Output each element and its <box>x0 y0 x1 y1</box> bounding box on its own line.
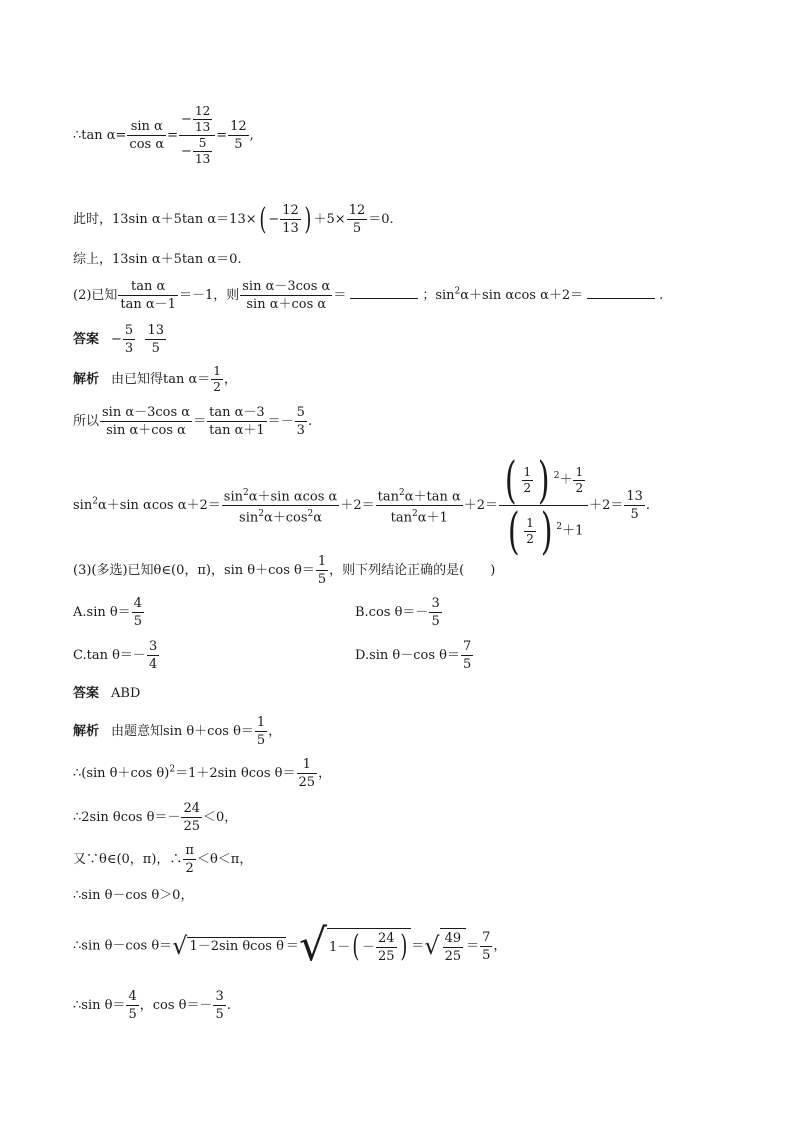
sign: − <box>181 144 192 159</box>
numerator: 5 <box>193 136 212 152</box>
text: 此时，13sin α＋5tan α＝13× <box>73 212 257 227</box>
text: . <box>307 414 313 429</box>
superscript: 2 <box>258 509 264 519</box>
superscript: 2 <box>243 487 249 498</box>
text: ＝1＋2sin θcos θ＝ <box>175 766 296 781</box>
fraction <box>573 465 585 496</box>
numerator: 3 <box>148 639 158 654</box>
fraction <box>480 929 492 964</box>
option-label: B.cos θ＝－ <box>355 605 429 620</box>
numerator: 24 <box>183 801 200 816</box>
square-root <box>172 934 286 958</box>
option-label: D.sin θ－cos θ＝ <box>355 648 460 663</box>
text: α＋cos <box>263 510 308 526</box>
line-summary <box>73 252 242 268</box>
numerator: 3 <box>431 596 440 611</box>
text: ，cos θ＝－ <box>139 998 213 1013</box>
fraction <box>376 930 397 965</box>
radicand <box>440 928 467 965</box>
text: ＝ <box>285 938 299 954</box>
superscript: 2 <box>553 471 560 482</box>
line-long-expression <box>73 451 651 560</box>
denominator: tan α－1 <box>120 297 176 312</box>
fraction <box>461 638 473 673</box>
text: = <box>167 128 179 143</box>
sign: − <box>111 332 122 347</box>
text: (2)已知 <box>73 288 118 303</box>
fraction <box>127 118 166 153</box>
denominator <box>179 136 215 167</box>
text: sin <box>73 498 93 513</box>
text: ＝－ <box>267 414 294 429</box>
superscript: 2 <box>411 509 418 519</box>
numerator: 1 <box>213 364 221 378</box>
numerator: 12 <box>348 203 366 218</box>
fraction <box>522 465 534 496</box>
denominator: sin α＋cos α <box>246 297 327 312</box>
numerator: 7 <box>482 929 491 945</box>
step-6 <box>73 988 231 1023</box>
step-2 <box>73 800 237 835</box>
text: , <box>249 128 254 143</box>
superscript: 2 <box>92 496 98 507</box>
text: ＝－1，则 <box>178 288 240 303</box>
fraction <box>228 118 249 153</box>
denominator: 13 <box>282 221 299 236</box>
denominator: 13 <box>194 152 211 166</box>
fraction <box>213 988 225 1023</box>
denominator: 2 <box>185 861 194 876</box>
numerator: tan α－3 <box>209 405 265 420</box>
text: ＋2＝ <box>463 498 499 513</box>
fraction <box>118 278 178 313</box>
step-4 <box>73 888 193 904</box>
complex-fraction <box>499 451 588 560</box>
radical-sign: √ <box>424 932 440 960</box>
radical-sign: √ <box>298 920 327 971</box>
numerator: 1 <box>256 715 266 730</box>
text: tan <box>377 489 399 504</box>
option-a[interactable] <box>73 595 145 630</box>
fraction <box>524 516 536 547</box>
fraction <box>126 988 138 1023</box>
radical-sign: √ <box>172 932 188 960</box>
numerator: 12 <box>282 203 299 218</box>
numerator: 4 <box>128 989 137 1004</box>
denominator: 2 <box>523 480 532 495</box>
text: ， <box>268 724 282 739</box>
numerator: 13 <box>626 489 643 504</box>
denominator: 25 <box>183 819 200 834</box>
right-paren: ) <box>538 451 550 509</box>
question-3 <box>73 553 495 588</box>
sign: − <box>268 212 280 227</box>
text: α＋sin αcos α＋2＝ <box>460 288 584 303</box>
numerator <box>222 485 340 506</box>
fraction <box>316 553 328 588</box>
text: ，则下列结论正确的是( ) <box>329 563 496 578</box>
fraction <box>347 202 368 237</box>
numerator: 3 <box>215 989 224 1004</box>
denominator: 25 <box>298 775 316 790</box>
denominator <box>222 506 340 526</box>
denominator: 25 <box>378 948 395 964</box>
numerator: 1 <box>575 464 584 479</box>
answer-2 <box>73 322 167 357</box>
denominator <box>376 506 463 526</box>
denominator: 4 <box>148 657 158 672</box>
text: ＝ <box>193 414 207 429</box>
analysis-2 <box>73 364 237 395</box>
answer-3 <box>73 686 140 702</box>
text: = <box>216 128 228 143</box>
step-1 <box>73 756 331 791</box>
denominator: 5 <box>317 572 327 587</box>
text: 综上，13sin α＋5tan α＝0. <box>73 252 242 267</box>
numerator: 4 <box>133 596 142 611</box>
fraction <box>207 404 267 439</box>
denominator: 5 <box>482 947 491 963</box>
denominator: sin α＋cos α <box>106 423 186 438</box>
numerator <box>179 104 215 136</box>
text: ；sin <box>422 288 455 303</box>
fraction <box>222 485 340 527</box>
text: 由已知得tan α＝ <box>111 372 211 387</box>
text: ∴(sin θ＋cos θ) <box>73 766 170 781</box>
square-root <box>298 920 411 971</box>
numerator: 1 <box>526 515 534 530</box>
left-paren: ( <box>258 201 266 237</box>
denominator: 5 <box>256 733 266 748</box>
fraction <box>255 714 267 749</box>
radicand <box>327 928 411 965</box>
text: ∴sin θ－cos θ＞0， <box>73 888 194 903</box>
numerator: 13 <box>147 323 165 338</box>
denominator: 5 <box>234 137 243 152</box>
text: tan <box>390 510 412 526</box>
fraction <box>193 104 212 135</box>
complex-fraction <box>179 104 215 167</box>
fraction <box>211 364 223 395</box>
text: ， <box>493 938 507 954</box>
text: ， <box>223 372 237 387</box>
text: ∴2sin θcos θ＝－ <box>73 810 181 825</box>
step-5 <box>73 920 507 971</box>
line-tan-alpha <box>73 104 254 167</box>
numerator: 12 <box>230 119 247 134</box>
fraction <box>429 595 441 630</box>
numerator: 12 <box>194 104 211 118</box>
analysis-label: 解析 <box>73 724 100 739</box>
text: ＋2＝ <box>340 498 375 513</box>
fraction <box>624 488 645 523</box>
question-2 <box>73 278 663 313</box>
denominator: 2 <box>213 380 221 394</box>
fraction <box>145 322 166 357</box>
denominator: 25 <box>444 948 462 964</box>
numerator: 1 <box>523 464 532 479</box>
answer-label: 答案 <box>73 686 100 701</box>
sign: － <box>361 939 375 955</box>
fraction <box>376 485 463 527</box>
denominator: tan α＋1 <box>209 423 265 438</box>
answer-blank-2[interactable] <box>587 298 655 299</box>
text: ∴sin θ－cos θ＝ <box>73 938 173 954</box>
fraction <box>123 322 135 357</box>
fraction <box>181 800 202 835</box>
denominator: 5 <box>431 614 440 629</box>
text: sin <box>223 489 243 504</box>
line-at-this-time <box>73 202 394 237</box>
denominator: 5 <box>151 341 160 356</box>
right-paren: ) <box>540 502 553 560</box>
numerator <box>376 485 463 506</box>
option-c[interactable] <box>73 638 160 673</box>
numerator: 1 <box>317 554 327 569</box>
denominator <box>499 502 588 560</box>
option-label: A.sin θ＝ <box>73 605 131 620</box>
numerator: tan α <box>118 278 178 296</box>
numerator: 5 <box>124 323 134 338</box>
analysis-3 <box>73 714 281 749</box>
option-b[interactable] <box>355 595 443 630</box>
line-therefore <box>73 404 312 439</box>
option-d[interactable] <box>355 638 474 673</box>
text: sin <box>239 510 259 526</box>
text: 1－ <box>328 939 351 955</box>
numerator: 24 <box>378 930 395 946</box>
answer-value: ABD <box>111 686 141 701</box>
text: α＋sin αcos α <box>248 489 338 504</box>
denominator: 5 <box>215 1007 224 1022</box>
text: . <box>226 998 231 1013</box>
superscript: 2 <box>398 487 405 498</box>
fraction <box>295 404 307 439</box>
text: 由题意知sin θ＋cos θ＝ <box>111 724 254 739</box>
fraction <box>147 638 159 673</box>
text: ＋ <box>559 472 573 488</box>
denominator: 13 <box>194 120 211 134</box>
denominator: cos α <box>129 137 165 152</box>
text: α＋sin αcos α＋2＝ <box>97 498 221 513</box>
denominator: 3 <box>124 341 134 356</box>
fraction <box>132 595 144 630</box>
text: ＜θ＜π， <box>196 852 253 867</box>
fraction <box>100 404 192 439</box>
text: (3)(多选)已知θ∈(0，π)，sin θ＋cos θ＝ <box>73 563 315 578</box>
superscript: 2 <box>307 509 314 519</box>
superscript: 2 <box>169 764 176 775</box>
text: ＝ <box>333 288 347 303</box>
sign: − <box>181 112 192 127</box>
text: ＋1 <box>562 523 584 539</box>
denominator: 5 <box>352 221 362 236</box>
numerator: 5 <box>296 405 305 420</box>
denominator: 5 <box>630 507 639 522</box>
analysis-label: 解析 <box>73 372 100 387</box>
denominator: 5 <box>463 657 472 672</box>
right-paren: ) <box>304 201 312 237</box>
fraction <box>443 930 464 965</box>
answer-label: 答案 <box>73 332 100 347</box>
numerator: sin α <box>127 118 166 136</box>
denominator: 5 <box>133 614 142 629</box>
text: ＋5× <box>313 212 346 227</box>
denominator: 3 <box>296 423 305 438</box>
text: α＋tan α <box>404 489 461 504</box>
numerator <box>499 451 588 509</box>
left-paren: ( <box>507 502 520 560</box>
superscript: 2 <box>556 522 563 533</box>
fraction <box>193 136 212 167</box>
text: . <box>659 288 664 303</box>
text: α＋1 <box>417 510 448 526</box>
text: ＋2＝ <box>589 498 624 513</box>
text: ＝ <box>466 938 480 954</box>
text: ， <box>318 766 332 781</box>
right-paren: ) <box>399 929 407 964</box>
option-label: C.tan θ＝－ <box>73 648 146 663</box>
left-paren: ( <box>504 451 517 509</box>
answer-blank-1[interactable] <box>350 298 418 299</box>
denominator: 2 <box>526 531 534 546</box>
numerator: 7 <box>463 639 472 654</box>
step-3 <box>73 842 252 877</box>
numerator: 49 <box>444 930 462 946</box>
numerator: 1 <box>297 756 318 774</box>
superscript: 2 <box>454 286 461 297</box>
left-paren: ( <box>352 929 360 964</box>
fraction <box>183 842 196 877</box>
text: ＝ <box>411 938 425 954</box>
text: 又∵θ∈(0，π)，∴ <box>73 852 183 867</box>
denominator: 5 <box>128 1007 137 1022</box>
square-root <box>424 928 466 965</box>
text: ＝0. <box>368 212 394 227</box>
numerator: π <box>185 843 194 858</box>
fraction <box>240 278 332 313</box>
denominator: 2 <box>575 480 584 495</box>
text: α <box>313 510 323 526</box>
text: ∴sin θ＝ <box>73 998 126 1013</box>
numerator: sin α－3cos α <box>102 405 191 420</box>
radicand: 1－2sin θcos θ <box>189 939 284 954</box>
numerator: sin α－3cos α <box>242 279 331 294</box>
text: . <box>645 498 651 513</box>
text: ∴tan α= <box>73 128 127 143</box>
fraction <box>297 756 318 791</box>
fraction <box>280 202 301 237</box>
text: 所以 <box>73 414 100 429</box>
text: ＜0， <box>203 810 238 825</box>
